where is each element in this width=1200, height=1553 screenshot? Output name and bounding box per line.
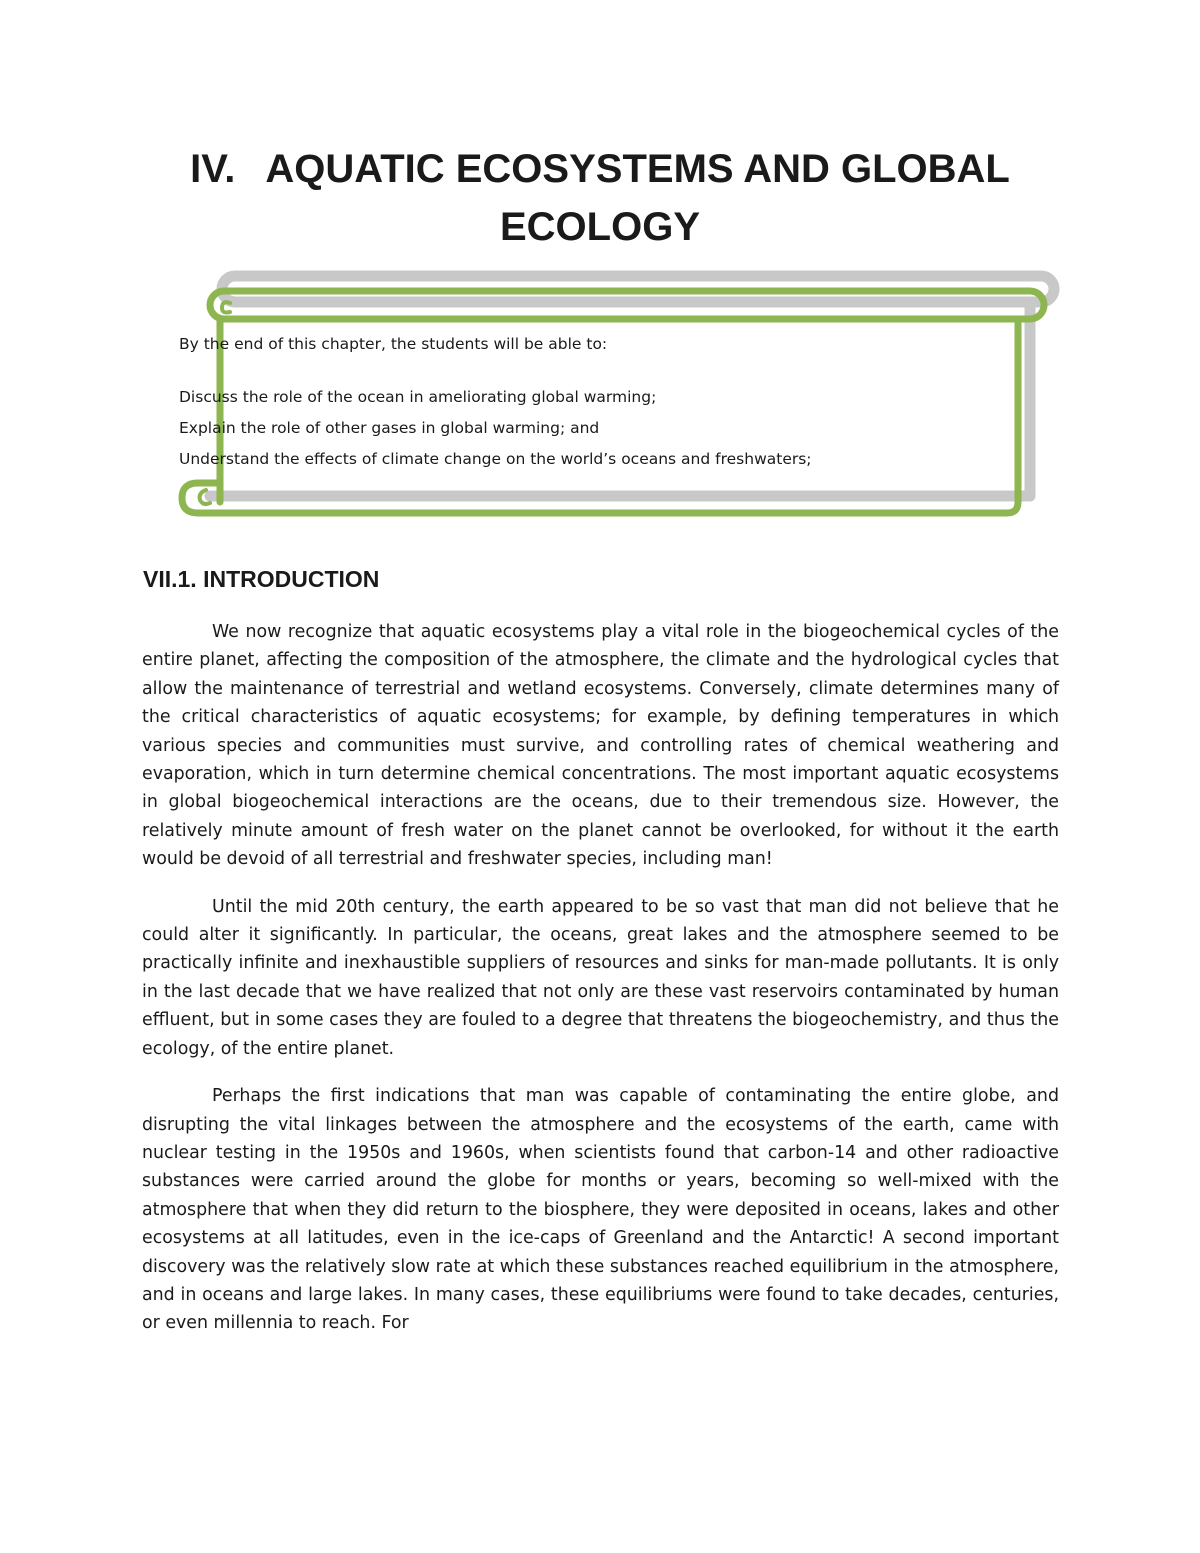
objective-item: Discuss the role of the ocean in ameliorating global warming; [179,388,657,406]
objective-item: Understand the effects of climate change on the world’s oceans and freshwaters; [179,450,812,468]
body-paragraph: Until the mid 20th century, the earth appeared to be so vast that man did not believe that he could alter it significantly. In particular, the oceans, great lakes and the atmosphere seemed to be practically infinite and inexhaustible suppliers of resources and sinks for man-made pollutants. It is only in the last decade that we have realized that not only are these vast reservoirs contaminated by human effluent, but in some cases they are fouled to a degree that threatens the biogeochemistry, and thus the ecology, of the entire planet. [142,896,1059,1059]
objective-item: Explain the role of other gases in global warming; and [179,419,600,437]
section-heading: VII.1. INTRODUCTION [143,566,380,592]
body-paragraph: Perhaps the first indications that man was capable of contaminating the entire globe, and disrupting the vital linkages between the atmosphere and the ecosystems of the earth, came with nuclear testing in the 1950s and 1960s, when scientists found that carbon-14 and other radioactive substances were carried around the globe for months or years, becoming so well-mixed with the atmosphere that when they did return to the biosphere, they were deposited in oceans, lakes and other ecosystems at all latitudes, even in the ice-caps of Greenland and the Antarctic! A second important discovery was the relatively slow rate at which these substances reached equilibrium in the atmosphere, and in oceans and large lakes. In many cases, these equilibriums were found to take decades, centuries, or even millennia to reach. For [142,1086,1059,1334]
objectives-lead: By the end of this chapter, the students will be able to: [179,335,608,353]
section-body [142,618,1059,1357]
chapter-title [100,140,1100,256]
body-paragraph: We now recognize that aquatic ecosystems play a vital role in the biogeochemical cycles of the entire planet, affecting the composition of the atmosphere, the climate and the hydrological cycles that allow the maintenance of terrestrial and wetland ecosystems. Conversely, climate determines many of the critical characteristics of aquatic ecosystems; for example, by defining temperatures in which various species and communities must survive, and controlling rates of chemical weathering and evaporation, which in turn determine chemical concentrations. The most important aquatic ecosystems in global biogeochemical interactions are the oceans, due to their tremendous size. However, the relatively minute amount of fresh water on the planet cannot be overlooked, for without it the earth would be devoid of all terrestrial and freshwater species, including man! [142,622,1059,870]
chapter-number: IV. [190,147,236,191]
chapter-title-text: AQUATIC ECOSYSTEMS AND GLOBAL ECOLOGY [265,147,1010,249]
learning-objectives [179,330,1019,475]
objectives-list [179,382,1019,475]
